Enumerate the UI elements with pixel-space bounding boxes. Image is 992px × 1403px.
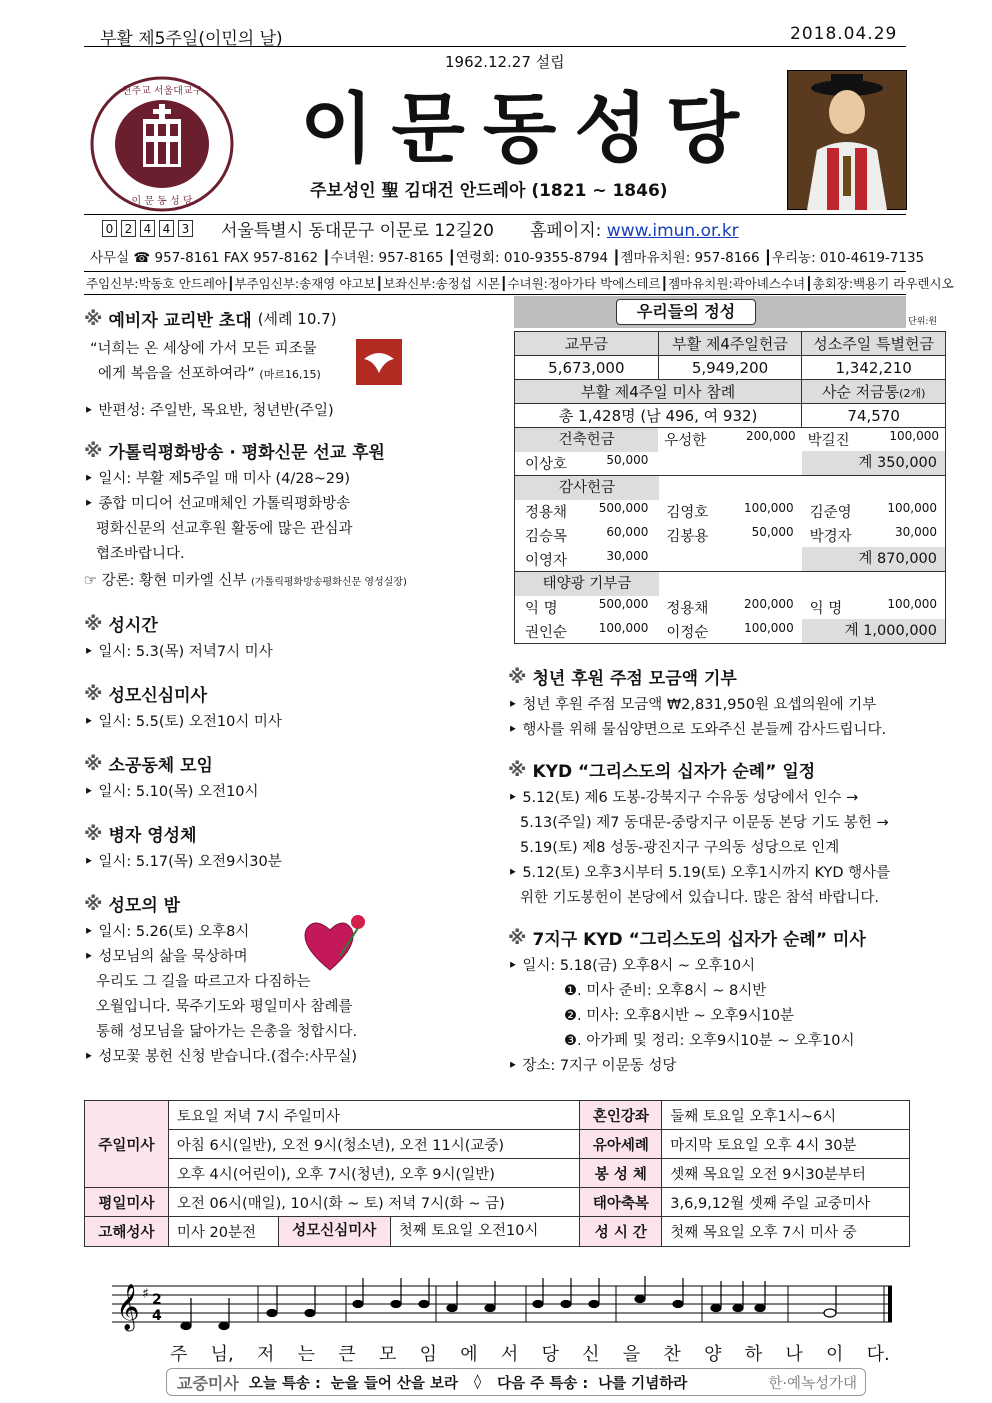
table-row <box>85 1159 910 1188</box>
lyric-syllable: 저 <box>257 1344 275 1365</box>
lyric-syllable: 당 <box>541 1344 559 1365</box>
offering-unit: 단위:원 <box>908 317 938 327</box>
list-item: ‣ 일시: 부활 제5주일 매 미사 (4/28~29) <box>84 467 494 492</box>
staff-list: 주임신부:박동호 안드레아┃부주임신부:송재영 야고보┃보좌신부:송정섭 시몬┃수녀원:정아가타 박에스테르┃젬마유치원:곽아녜스수녀┃총회장:백용기 라우렌시오 <box>84 271 906 295</box>
donor-amount: 50,000 <box>606 452 649 467</box>
list-item: ‣ 일시: 5.10(목) 오전10시 <box>84 780 494 805</box>
donor-name: 정용채 <box>666 600 709 617</box>
mass-label: 교중미사 <box>177 1373 239 1393</box>
table-cell: 오후 4시(어린이), 오후 7시(청년), 오후 9시(일반) <box>168 1159 580 1188</box>
table-row <box>85 1101 910 1130</box>
section-holy-hour <box>84 611 494 636</box>
table-header: 교무금 <box>515 332 659 356</box>
asterism-icon: ※ <box>508 665 527 688</box>
list-item: ‣ 종합 미디어 선교매체인 가톨릭평화방송 <box>84 492 494 517</box>
table-cell: 토요일 저녁 7시 주일미사 <box>168 1101 580 1130</box>
table-header: 봉 성 체 <box>580 1159 662 1188</box>
donor-name: 정용채 <box>525 504 568 521</box>
asterism-icon: ※ <box>508 926 527 949</box>
donor-amount: 100,000 <box>744 620 794 635</box>
thanks-row <box>515 475 945 499</box>
section-title: 성모의 밤 <box>108 896 181 916</box>
list-item-cont: 위한 기도봉헌이 본당에서 있습니다. 많은 참석 바랍니다. <box>520 890 880 906</box>
list-item-cont: 평화신문의 선교후원 활동에 많은 관심과 <box>96 521 353 537</box>
solar-row <box>515 571 945 595</box>
dove-icon <box>356 339 402 385</box>
donor-amount: 100,000 <box>889 429 940 443</box>
donor-name: 이상호 <box>525 456 568 473</box>
table-cell: 미사 20분전 <box>168 1217 278 1247</box>
thanks-row <box>515 499 945 523</box>
time-sig-top: 2 <box>152 1292 162 1308</box>
donor-name: 권인순 <box>525 624 568 641</box>
thanks-row <box>515 547 945 571</box>
table-cell: 셋째 목요일 오전 9시30분부터 <box>662 1159 910 1188</box>
solar-total: 계 1,000,000 <box>802 619 945 643</box>
lyric-syllable: 에 <box>460 1344 478 1365</box>
donor-name: 박경자 <box>809 528 852 545</box>
table-header: 고해성사 <box>85 1217 169 1247</box>
table-cell: 오전 06시(매일), 10시(화 ~ 토) 저녁 7시(화 ~ 금) <box>168 1188 580 1217</box>
special-song-bar <box>166 1368 866 1396</box>
time-sig-bottom: 4 <box>152 1308 162 1324</box>
table-cell: 5,949,200 <box>658 356 802 380</box>
lyric-syllable: 임 <box>419 1344 437 1365</box>
lyric-syllable: 서 <box>500 1344 519 1365</box>
section-subtitle: (세례 10.7) <box>257 310 337 328</box>
lyric-syllable: 님, <box>210 1344 234 1365</box>
section-title: 가톨릭평화방송 · 평화신문 선교 후원 <box>108 443 385 463</box>
table-header: 혼인강좌 <box>580 1101 662 1130</box>
donor-amount: 30,000 <box>895 524 937 539</box>
sub-item: ❷. 미사: 오후8시반 ~ 오후9시10분 <box>564 1008 795 1024</box>
table-cell: 3,6,9,12월 셋째 주일 교중미사 <box>662 1188 910 1217</box>
list-item: ‣ 반편성: 주일반, 목요반, 청년반(주일) <box>84 399 494 424</box>
homily-sub: (가톨릭평화방송평화신문 영성실장) <box>251 577 407 588</box>
hymn-lyrics <box>170 1340 890 1366</box>
today-song: 눈을 들어 산을 보라 <box>330 1375 458 1392</box>
donor-name: 박길진 <box>807 433 850 449</box>
next-song: 나를 기념하라 <box>598 1375 688 1392</box>
donation-lists <box>514 427 946 644</box>
table-cell: 총 1,428명 (남 496, 여 932) <box>515 404 802 428</box>
quote-line: “너희는 온 세상에 가서 모든 피조물 <box>90 341 317 357</box>
lyric-syllable: 양 <box>704 1344 722 1365</box>
section-catechumen <box>84 306 494 331</box>
lyric-syllable: 하 <box>744 1344 763 1365</box>
donor-amount: 100,000 <box>887 596 937 611</box>
postal-digit: 0 <box>102 220 117 237</box>
table-header: 부활 제4주일 미사 참례 <box>515 380 802 404</box>
asterism-icon: ※ <box>84 682 103 705</box>
sub-item: ❸. 아가페 및 정리: 오후9시10분 ~ 오후10시 <box>564 1033 855 1049</box>
phone-numbers: 사무실 ☎ 957-8161 FAX 957-8162 ┃수녀원: 957-8165 ┃연령회: 010-9355-8794 ┃젬마유치원: 957-8166 ┃우리농: 010-4619-7135 <box>90 250 925 266</box>
donor-amount: 200,000 <box>744 596 794 611</box>
table-cell: 마지막 토요일 오후 4시 30분 <box>662 1130 910 1159</box>
thanks-label: 감사헌금 <box>515 476 659 500</box>
table-header: 주일미사 <box>85 1101 169 1188</box>
list-item: ‣ 5.12(토) 제6 도봉-강북지구 수유동 성당에서 인수 → <box>508 786 948 811</box>
next-label: 다음 주 특송 : <box>497 1375 589 1392</box>
donor-name: 이정순 <box>666 624 709 641</box>
box-sub: (2개) <box>899 387 926 400</box>
contact-row <box>84 214 906 242</box>
lyric-syllable: 나 <box>785 1344 803 1365</box>
music-staff <box>112 1276 896 1336</box>
offering-title: 우리들의 정성 <box>616 299 756 325</box>
table-cell: 첫째 목요일 오후 7시 미사 중 <box>662 1217 910 1247</box>
list-item-cont: 우리도 그 길을 따르고자 다짐하는 <box>96 974 311 990</box>
build-total: 계 350,000 <box>802 451 945 475</box>
section-sick-communion <box>84 821 494 846</box>
sunday-label: 부활 제5주일(이민의 날) <box>100 29 283 49</box>
table-header: 평일미사 <box>85 1188 169 1217</box>
table-cell: 첫째 토요일 오전10시 <box>398 1223 539 1239</box>
heart-rose-icon <box>300 912 370 976</box>
section-title: 7지구 KYD “그리스도의 십자가 순례” 미사 <box>532 930 866 950</box>
sub-item: ❶. 미사 준비: 오후8시 ~ 8시반 <box>564 983 767 999</box>
section-kyd-schedule <box>508 757 948 782</box>
list-item: ‣ 일시: 5.26(토) 오후8시 <box>84 920 494 945</box>
lyric-syllable: 모 <box>378 1344 397 1365</box>
section-title: 성시간 <box>108 616 158 636</box>
box-label: 사순 저금통 <box>821 383 900 401</box>
offering-table <box>514 331 946 428</box>
section-pbc <box>84 438 494 463</box>
lyric-syllable: 다. <box>866 1344 890 1365</box>
table-row <box>85 1217 910 1247</box>
donor-amount: 60,000 <box>606 524 649 539</box>
asterism-icon: ※ <box>84 307 103 330</box>
donor-amount: 500,000 <box>598 596 649 611</box>
list-item: ‣ 5.12(토) 오후3시부터 5.19(토) 오후1시까지 KYD 행사를 <box>508 861 948 886</box>
donor-name: 이영자 <box>525 552 568 569</box>
donor-amount: 100,000 <box>887 500 937 515</box>
table-header: 부활 제4주일헌금 <box>658 332 802 356</box>
build-label: 건축헌금 <box>515 428 658 452</box>
donor-name: 김승목 <box>525 528 568 545</box>
asterism-icon: ※ <box>84 822 103 845</box>
solar-row <box>515 619 945 643</box>
established-date: 1962.12.27 설립 <box>445 53 565 71</box>
parish-logo <box>88 74 236 214</box>
table-cell <box>278 1217 580 1247</box>
donor-name: 익 명 <box>525 600 558 617</box>
list-item: ‣ 일시: 5.5(토) 오전10시 미사 <box>84 710 494 735</box>
table-row <box>85 1188 910 1217</box>
section-kyd-mass <box>508 925 948 950</box>
asterism-icon: ※ <box>508 758 527 781</box>
sharp-icon: ♯ <box>142 1286 149 1302</box>
donor-name: 김봉용 <box>666 528 709 545</box>
section-marian-night <box>84 891 494 916</box>
svg-text:천주교 서울대교구: 천주교 서울대교구 <box>121 86 203 97</box>
table-row <box>515 332 946 356</box>
choir-name: 한·예녹성가대 <box>768 1375 857 1392</box>
donor-amount: 200,000 <box>746 429 796 443</box>
offering-banner <box>514 296 906 328</box>
lyric-syllable: 을 <box>622 1344 641 1365</box>
notes <box>181 1276 836 1330</box>
asterism-icon: ※ <box>84 439 103 462</box>
section-title: KYD “그리스도의 십자가 순례” 일정 <box>532 762 816 782</box>
donor-name: 익 명 <box>809 600 843 617</box>
asterism-icon: ※ <box>84 892 103 915</box>
postal-digit: 4 <box>159 220 174 237</box>
homily-info: ☞ 강론: 황현 미카엘 신부 <box>84 573 247 589</box>
patron-saint: 주보성인 聖 김대건 안드레아 (1821 ~ 1846) <box>310 181 668 201</box>
homepage <box>530 216 739 241</box>
thanks-total: 계 870,000 <box>802 547 945 571</box>
section-title: 병자 영성체 <box>108 826 197 846</box>
list-item-cont: 협조바랍니다. <box>96 546 185 562</box>
list-item: ‣ 행사를 위해 물심양면으로 도와주신 분들께 감사드립니다. <box>508 718 948 743</box>
lyric-syllable: 는 <box>297 1344 316 1365</box>
asterism-icon: ※ <box>84 752 103 775</box>
list-item-cont: 5.13(주일) 제7 동대문-중랑지구 이문동 본당 기도 봉헌 → <box>520 815 889 831</box>
build-row <box>515 427 945 451</box>
section-title: 성모신심미사 <box>108 686 208 706</box>
section-title: 예비자 교리반 초대 <box>108 311 252 331</box>
postal-code <box>102 220 193 237</box>
table-row <box>515 380 946 404</box>
left-column <box>84 306 494 1070</box>
section-title: 소공동체 모임 <box>108 756 213 776</box>
list-item: ‣ 일시: 5.18(금) 오후8시 ~ 오후10시 <box>508 954 948 979</box>
list-item-cont: 통해 성모님을 닮아가는 은총을 청합시다. <box>96 1024 358 1040</box>
lyric-syllable: 주 <box>170 1344 188 1365</box>
list-item: ‣ 일시: 5.3(목) 저녁7시 미사 <box>84 640 494 665</box>
table-header <box>802 380 946 404</box>
quote-ref: (마르16,15) <box>259 368 321 381</box>
table-cell: 1,342,210 <box>802 356 946 380</box>
postal-digit: 3 <box>178 220 193 237</box>
lyric-syllable: 찬 <box>663 1344 681 1365</box>
table-header: 유아세례 <box>580 1130 662 1159</box>
solar-label: 태양광 기부금 <box>515 572 659 596</box>
table-cell: 둘째 토요일 오후1시~6시 <box>662 1101 910 1130</box>
lyric-syllable: 이 <box>825 1344 844 1365</box>
postal-digit: 2 <box>121 220 136 237</box>
asterism-icon: ※ <box>84 612 103 635</box>
parish-title: 이문동성당 <box>300 84 758 173</box>
donor-amount: 100,000 <box>598 620 649 635</box>
table-cell: 5,673,000 <box>515 356 659 380</box>
postal-digit: 4 <box>140 220 155 237</box>
section-youth-donation <box>508 664 948 689</box>
address: 서울특별시 동대문구 이문로 12길20 <box>221 221 494 241</box>
list-item-cont: 오월입니다. 묵주기도와 평일미사 참례를 <box>96 999 353 1015</box>
mass-schedule-table <box>84 1100 910 1247</box>
table-header: 성 시 간 <box>580 1217 662 1247</box>
section-title: 청년 후원 주점 모금액 기부 <box>532 669 737 689</box>
donor-amount: 100,000 <box>744 500 794 515</box>
build-row <box>515 451 945 475</box>
header-rule <box>84 46 906 47</box>
homepage-link[interactable]: www.imun.or.kr <box>606 221 739 241</box>
list-item: ‣ 장소: 7지구 이문동 성당 <box>508 1054 948 1079</box>
treble-clef-icon: 𝄞 <box>116 1284 140 1330</box>
today-label: 오늘 특송 : <box>248 1375 321 1392</box>
homepage-label: 홈페이지: <box>529 221 602 241</box>
table-header: 성소주일 특별헌금 <box>802 332 946 356</box>
donor-name: 김준영 <box>809 504 852 521</box>
table-header: 성모신심미사 <box>279 1217 391 1246</box>
thanks-row <box>515 523 945 547</box>
lyric-syllable: 신 <box>582 1344 600 1365</box>
list-item-cont: 5.19(토) 제8 성동-광진지구 구의동 성당으로 인계 <box>520 840 840 856</box>
list-item: ‣ 청년 후원 주점 모금액 ₩2,831,950원 요셉의원에 기부 <box>508 693 948 718</box>
list-item: ‣ 성모꽃 봉헌 신청 받습니다.(접수:사무실) <box>84 1045 494 1070</box>
saint-portrait <box>787 70 907 210</box>
separator: ◊ <box>473 1374 482 1390</box>
donor-amount: 500,000 <box>598 500 649 515</box>
donor-name: 우성한 <box>664 433 707 449</box>
section-small-community <box>84 751 494 776</box>
svg-text:이 문 동 성 당: 이 문 동 성 당 <box>131 196 193 207</box>
table-header: 태아축복 <box>580 1188 662 1217</box>
lyric-syllable: 큰 <box>338 1344 356 1365</box>
donor-amount: 50,000 <box>751 524 794 539</box>
list-item: ‣ 성모님의 삶을 묵상하며 <box>84 945 494 970</box>
table-row <box>515 404 946 428</box>
table-row <box>515 356 946 380</box>
section-marian-mass <box>84 681 494 706</box>
right-column <box>508 664 948 1079</box>
quote-line: 에게 복음을 선포하여라” <box>98 366 255 382</box>
solar-row <box>515 595 945 619</box>
list-item: ‣ 일시: 5.17(목) 오전9시30분 <box>84 850 494 875</box>
table-row <box>85 1130 910 1159</box>
table-cell: 아침 6시(일반), 오전 9시(청소년), 오전 11시(교중) <box>168 1130 580 1159</box>
donor-name: 김영호 <box>666 504 709 521</box>
table-cell: 74,570 <box>802 404 946 428</box>
bulletin-date: 2018.04.29 <box>790 24 898 44</box>
donor-amount: 30,000 <box>606 548 649 563</box>
